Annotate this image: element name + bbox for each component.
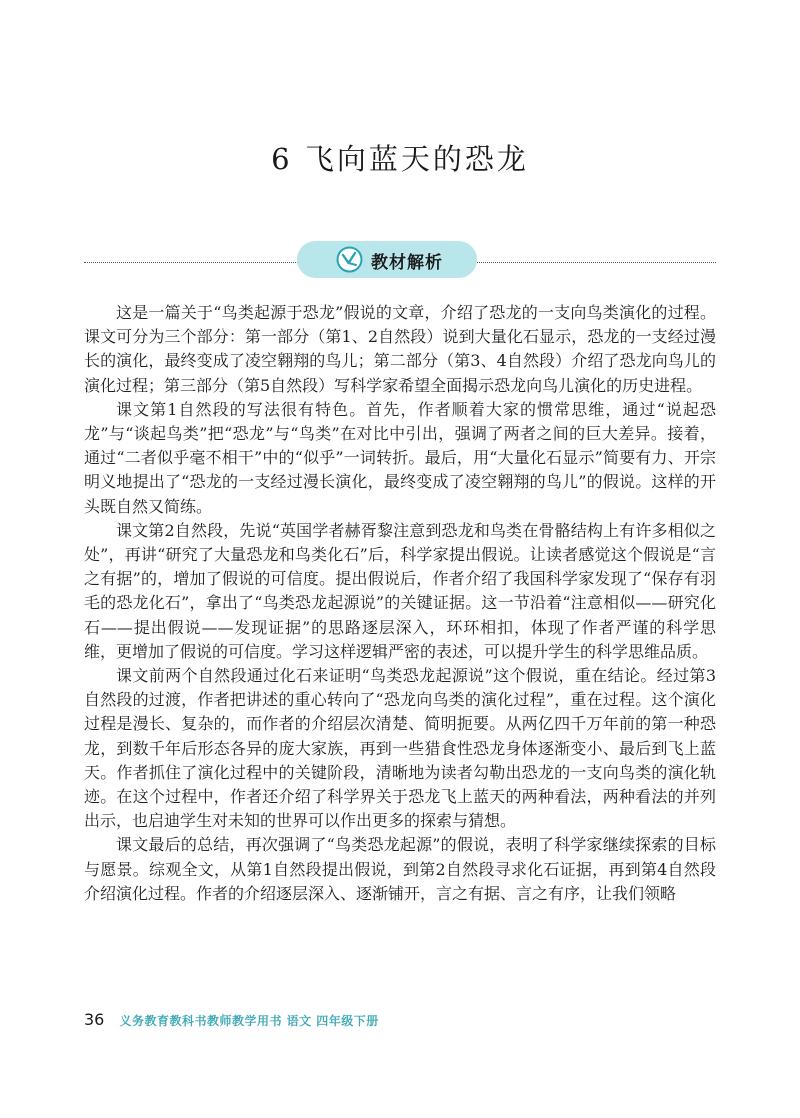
book-name: 义务教育教科书教师教学用书 语文 四年级下册 bbox=[119, 1014, 379, 1028]
body-text bbox=[84, 301, 716, 906]
page-title: 6 飞向蓝天的恐龙 bbox=[271, 142, 529, 176]
paragraph: 课文第2自然段，先说“英国学者赫胥黎注意到恐龙和鸟类在骨骼结构上有许多相似之处”，再讲“研究了大量恐龙和鸟类化石”后，科学家提出假说。让读者感觉这个假说是“言之有据”的，增加了假说的可信度。提出假说后，作者介绍了我国科学家发现了“保存有羽毛的恐龙化石”，拿出了“鸟类恐龙起源说”的关键证据。这一节沿着“注意相似——研究化石——提出假说——发现证据”的思路逐层深入，环环相扣，体现了作者严谨的科学思维，更增加了假说的可信度。学习这样逻辑严密的表述，可以提升学生的科学思维品质。 bbox=[84, 520, 716, 661]
paragraph: 课文第1自然段的写法很有特色。首先，作者顺着大家的惯常思维，通过“说起恐龙”与“谈起鸟类”把“恐龙”与“鸟类”在对比中引出，强调了两者之间的巨大差异。接着，通过“二者似乎毫不相干”中的“似乎”一词转折。最后，用“大量化石显示”简要有力、开宗明义地提出了“恐龙的一支经过漫长演化，最终变成了凌空翱翔的鸟儿”的假说。这样的开头既自然又简练。 bbox=[84, 399, 716, 516]
paragraph: 课文前两个自然段通过化石来证明“鸟类恐龙起源说”这个假说，重在结论。经过第3自然段的过渡，作者把讲述的重心转向了“恐龙向鸟类的演化过程”，重在过程。这个演化过程是漫长、复杂的，而作者的介绍层次清楚、简明扼要。从两亿四千万年前的第一种恐龙，到数千年后形态各异的庞大家族，再到一些猎食性恐龙身体逐渐变小、最后到飞上蓝天。作者抓住了演化过程中的关键阶段，清晰地为读者勾勒出恐龙的一支向鸟类的演化轨迹。在这个过程中，作者还介绍了科学界关于恐龙飞上蓝天的两种看法，两种看法的并列出示，也启迪学生对未知的世界可以作出更多的探索与猜想。 bbox=[84, 666, 716, 831]
section-divider-right bbox=[470, 262, 716, 263]
paragraph: 这是一篇关于“鸟类起源于恐龙”假说的文章，介绍了恐龙的一支向鸟类演化的过程。课文可分为三个部分：第一部分（第1、2自然段）说到大量化石显示，恐龙的一支经过漫长的演化，最终变成了凌空翱翔的鸟儿；第二部分（第3、4自然段）介绍了恐龙向鸟儿的演化过程；第三部分（第5自然段）写科学家希望全面揭示恐龙向鸟儿演化的历史进程。 bbox=[84, 303, 716, 395]
section-label: 教材解析 bbox=[371, 253, 443, 273]
section-divider-left bbox=[84, 262, 306, 263]
check-arrow-icon bbox=[336, 246, 363, 273]
page-number: 36 bbox=[84, 1010, 105, 1029]
page-footer bbox=[84, 1010, 379, 1032]
paragraph: 课文最后的总结，再次强调了“鸟类恐龙起源”的假说，表明了科学家继续探索的目标与愿景。综观全文，从第1自然段提出假说，到第2自然段寻求化石证据，再到第4自然段介绍演化过程。作者的介绍逐层深入、逐渐铺开，言之有据、言之有序，让我们领略 bbox=[84, 835, 716, 903]
section-badge bbox=[297, 241, 477, 278]
